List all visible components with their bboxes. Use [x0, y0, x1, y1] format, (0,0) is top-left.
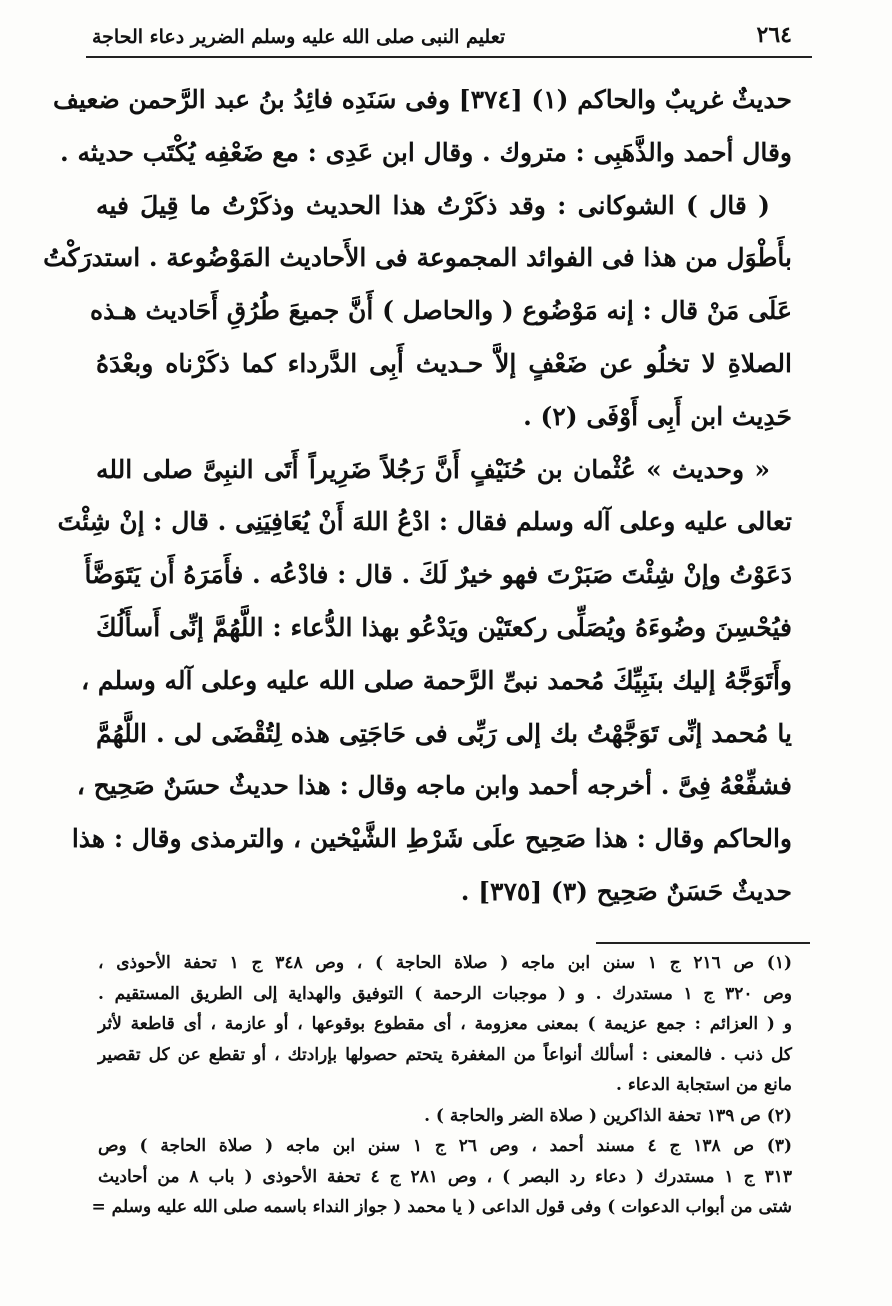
running-header	[92, 14, 792, 48]
text-line: فشفِّعْهُ فِىَّ . أخرجه أحمد وابن ماجه وقال : هذا حديثٌ حسَنٌ صَحِيح ،	[76, 771, 792, 801]
footnote-line: مانع من استجابة الدعاء .	[616, 1075, 792, 1095]
main-text	[43, 74, 792, 919]
footnote-line: (١) ص ٢١٦ ج ١ سنن ابن ماجه ( صلاة الحاجة ) ، وص ٣٤٨ ج ١ تحفة الأحوذى ،	[98, 953, 793, 973]
text-line: عَلَى مَنْ قال : إنه مَوْضُوع ( والحاصل ) أَنَّ جميعَ طُرُقِ أَحَاديث هـذه	[90, 296, 792, 326]
text-line: بأَطْوَل من هذا فى الفوائد المجموعة فى الأَحاديث المَوْضُوعة . استدرَكْتُ	[43, 243, 792, 273]
text-line: وقال أحمد والذَّهَبِى : متروك . وقال ابن عَدِى : مع ضَعْفِه يُكْتَب حديثه .	[60, 137, 792, 167]
header-divider	[86, 56, 812, 58]
paragraph-2	[43, 180, 792, 444]
chapter-title: تعليم النبى صلى الله عليه وسلم الضرير دعاء الحاجة	[92, 26, 506, 48]
footnote-line: (٣) ص ١٣٨ ج ٤ مسند أحمد ، وص ٢٦ ج ١ سنن ابن ماجه ( صلاة الحاجة ) وص	[98, 1136, 793, 1156]
footnote-line: شتى من أبواب الدعوات ) وفى قول الداعى ( يا محمد ( جواز النداء باسمه صلى الله عليه وسلم =	[91, 1197, 792, 1217]
footnote-line: كل ذنب . فالمعنى : أسألك أنواعاً من المغفرة يتحتم حصولها بإرادتك ، أو تقطع عن كل تقصير	[98, 1044, 792, 1065]
page-number: ٢٦٤	[756, 22, 792, 48]
footnote-line: (٢) ص ١٣٩ تحفة الذاكرين ( صلاة الضر والحاجة ) .	[424, 1105, 792, 1126]
text-line: « وحديث » عُثْمان بن حُنَيْفٍ أَنَّ رَجُلاً ضَرِيراً أَتَى النبِىَّ صلى الله	[96, 454, 770, 484]
text-line: تعالى عليه وعلى آله وسلم فقال : ادْعُ اللهَ أَنْ يُعَافِيَنِى . قال : إنْ شِئْتَ	[57, 507, 792, 537]
paragraph-3	[57, 444, 792, 919]
footnote-line: ٣١٣ ج ١ مستدرك ( دعاء رد البصر ) ، وص ٢٨١ ج ٤ تحفة الأحوذى ( باب ٨ من أحاديث	[98, 1166, 793, 1187]
text-line: حَدِيث ابن أَبِى أَوْفَى (٢) .	[523, 401, 792, 431]
text-line: حديثٌ غريبٌ والحاكم (١) [٣٧٤] وفى سَنَدِه فائِدُ بنُ عبد الرَّحمن ضعيف	[53, 85, 792, 114]
text-line: دَعَوْتُ وإنْ شِئْتَ صَبَرْتَ فهو خيرٌ لَكَ . قال : فادْعُه . فأَمَرَهُ أَن يَتَوَضَّأَ	[84, 560, 792, 590]
footnote-line: و ( العزائم : جمع عزيمة ) بمعنى معزومة ، أى مقطوع بوقوعها ، أو عازمة ، أى قاطعة لأثر	[98, 1014, 792, 1034]
footnote-line: وص ٣٢٠ ج ١ مستدرك . و ( موجبات الرحمة ) التوفيق والهداية إلى الطريق المستقيم .	[98, 983, 793, 1004]
text-line: فيُحْسِنَ وضُوءَهُ ويُصَلِّى ركعتَيْن ويَدْعُو بهذا الدُّعاء : اللَّهُمَّ إنِّى أَسأَلُكَ	[96, 612, 792, 642]
text-line: حديثٌ حَسَنٌ صَحِيح (٣) [٣٧٥] .	[460, 876, 792, 906]
footnote-divider	[596, 942, 810, 944]
paragraph-1	[53, 74, 792, 180]
text-line: والحاكم وقال : هذا صَحِيح علَى شَرْطِ الشَّيْخين ، والترمذى وقال : هذا	[71, 824, 792, 854]
text-line: وأَتَوَجَّهُ إليك بنَبِيِّكَ مُحمد نبىِّ الرَّحمة صلى الله عليه وعلى آله وسلم ،	[81, 665, 792, 695]
text-line: الصلاةِ لا تخلُو عن ضَعْفٍ إلاَّ حـديث أَبِى الدَّرداء كما ذكَرْناه وبعْدَهُ	[96, 348, 792, 378]
text-line: ( قال ) الشوكانى : وقد ذكَرْتُ هذا الحديث وذكَرْتُ ما قِيلَ فيه	[96, 190, 770, 220]
text-line: يا مُحمد إنِّى تَوَجَّهْتُ بك إلى رَبِّى فى حَاجَتِى هذه لِتُقْضَى لى . اللَّهُمَّ	[96, 718, 792, 748]
footnotes	[91, 948, 793, 1223]
